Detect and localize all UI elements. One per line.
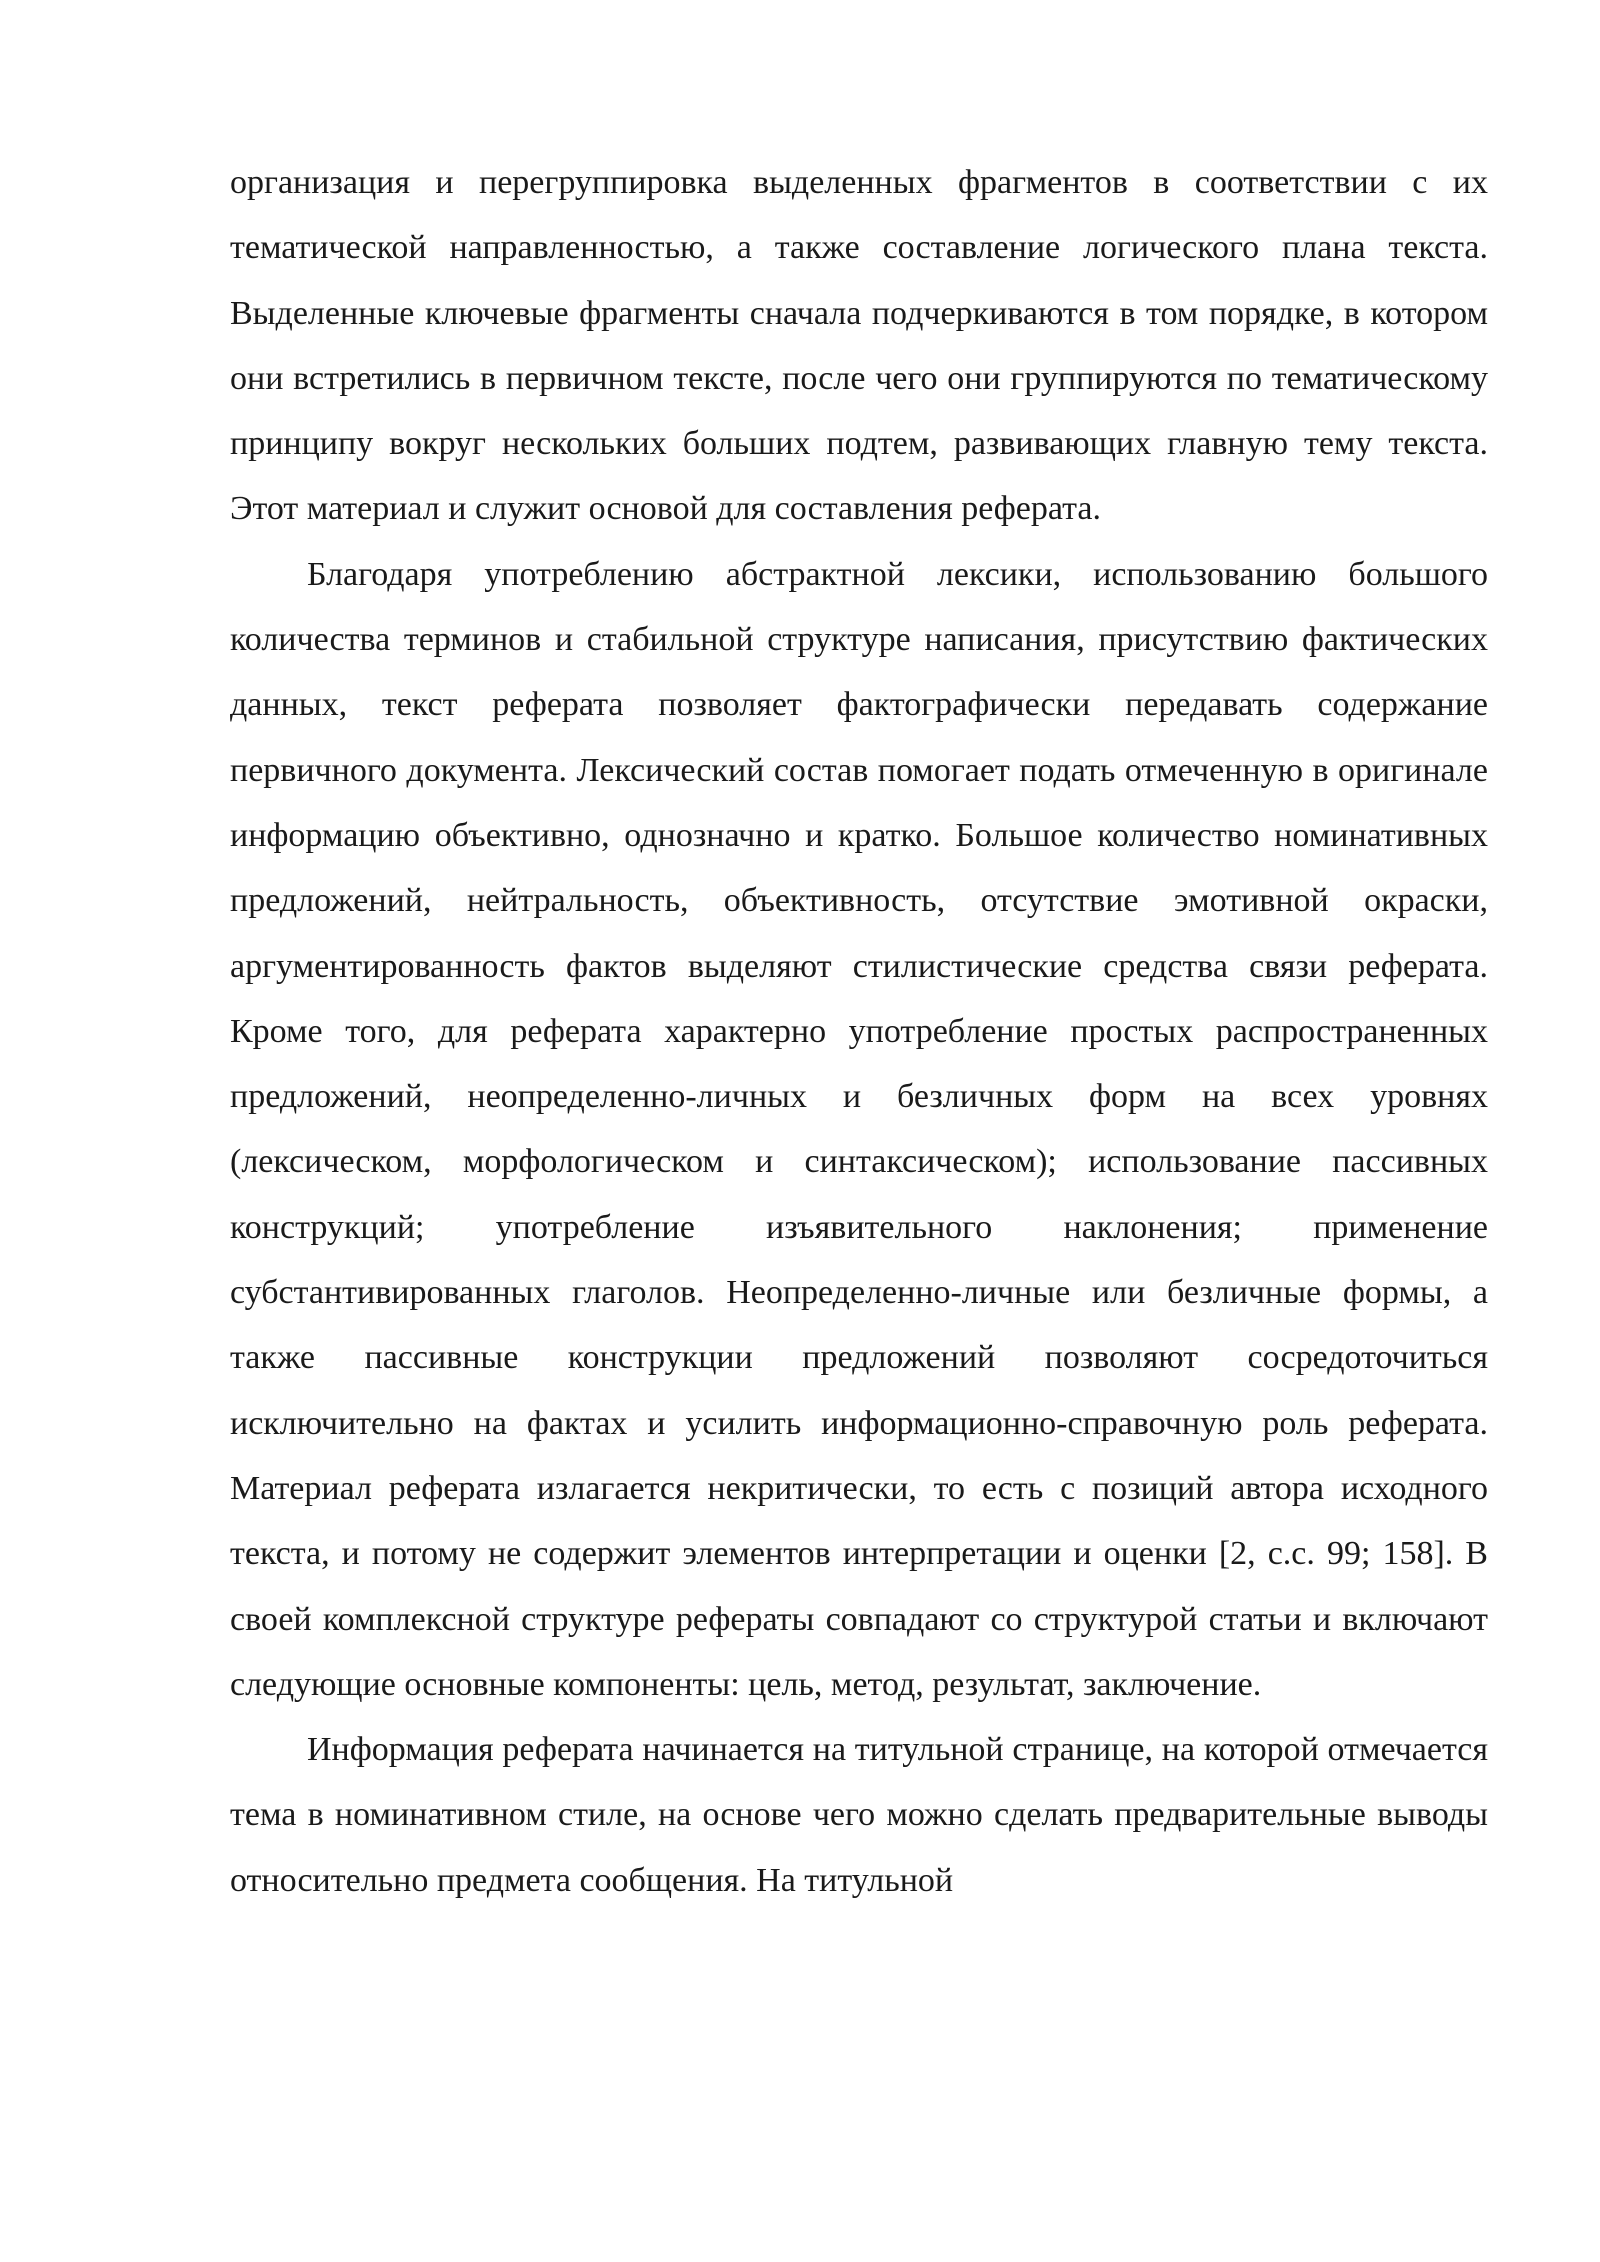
body-text [230, 150, 1488, 1913]
paragraph-2: Благодаря употреблению абстрактной лексики, использованию большого количества терминов и стабильной структуре написания, присутствию фактических данных, текст реферата позволяет фактографически передавать содержание первичного документа. Лексический состав помогает подать отмеченную в оригинале информацию объективно, однозначно и кратко. Большое количество номинативных предложений, нейтральность, объективность, отсутствие эмотивной окраски, аргументированность фактов выделяют стилистические средства связи реферата. Кроме того, для реферата характерно употребление простых распространенных предложений, неопределенно-личных и безличных форм на всех уровнях (лексическом, морфологическом и синтаксическом); использование пассивных конструкций; употребление изъявительного наклонения; применение субстантивированных глаголов. Неопределенно-личные или безличные формы, а также пассивные конструкции предложений позволяют сосредоточиться исключительно на фактах и усилить информационно-справочную роль реферата. Материал реферата излагается некритически, то есть с позиций автора исходного текста, и потому не содержит элементов интерпретации и оценки [2, с.с. 99; 158]. В своей комплексной структуре рефераты совпадают со структурой статьи и включают следующие основные компоненты: цель, метод, результат, заключение. [230, 555, 1488, 1703]
paragraph-3: Информация реферата начинается на титульной странице, на которой отмечается тема в номинативном стиле, на основе чего можно сделать предварительные выводы относительно предмета сообщения. На титульной [230, 1731, 1488, 1899]
paragraph-1: организация и перегруппировка выделенных фрагментов в соответствии с их тематической направленностью, а также составление логического плана текста. Выделенные ключевые фрагменты сначала подчеркиваются в том порядке, в котором они встретились в первичном тексте, после чего они группируются по тематическому принципу вокруг нескольких больших подтем, развивающих главную тему текста. Этот материал и служит основой для составления реферата. [230, 164, 1488, 528]
